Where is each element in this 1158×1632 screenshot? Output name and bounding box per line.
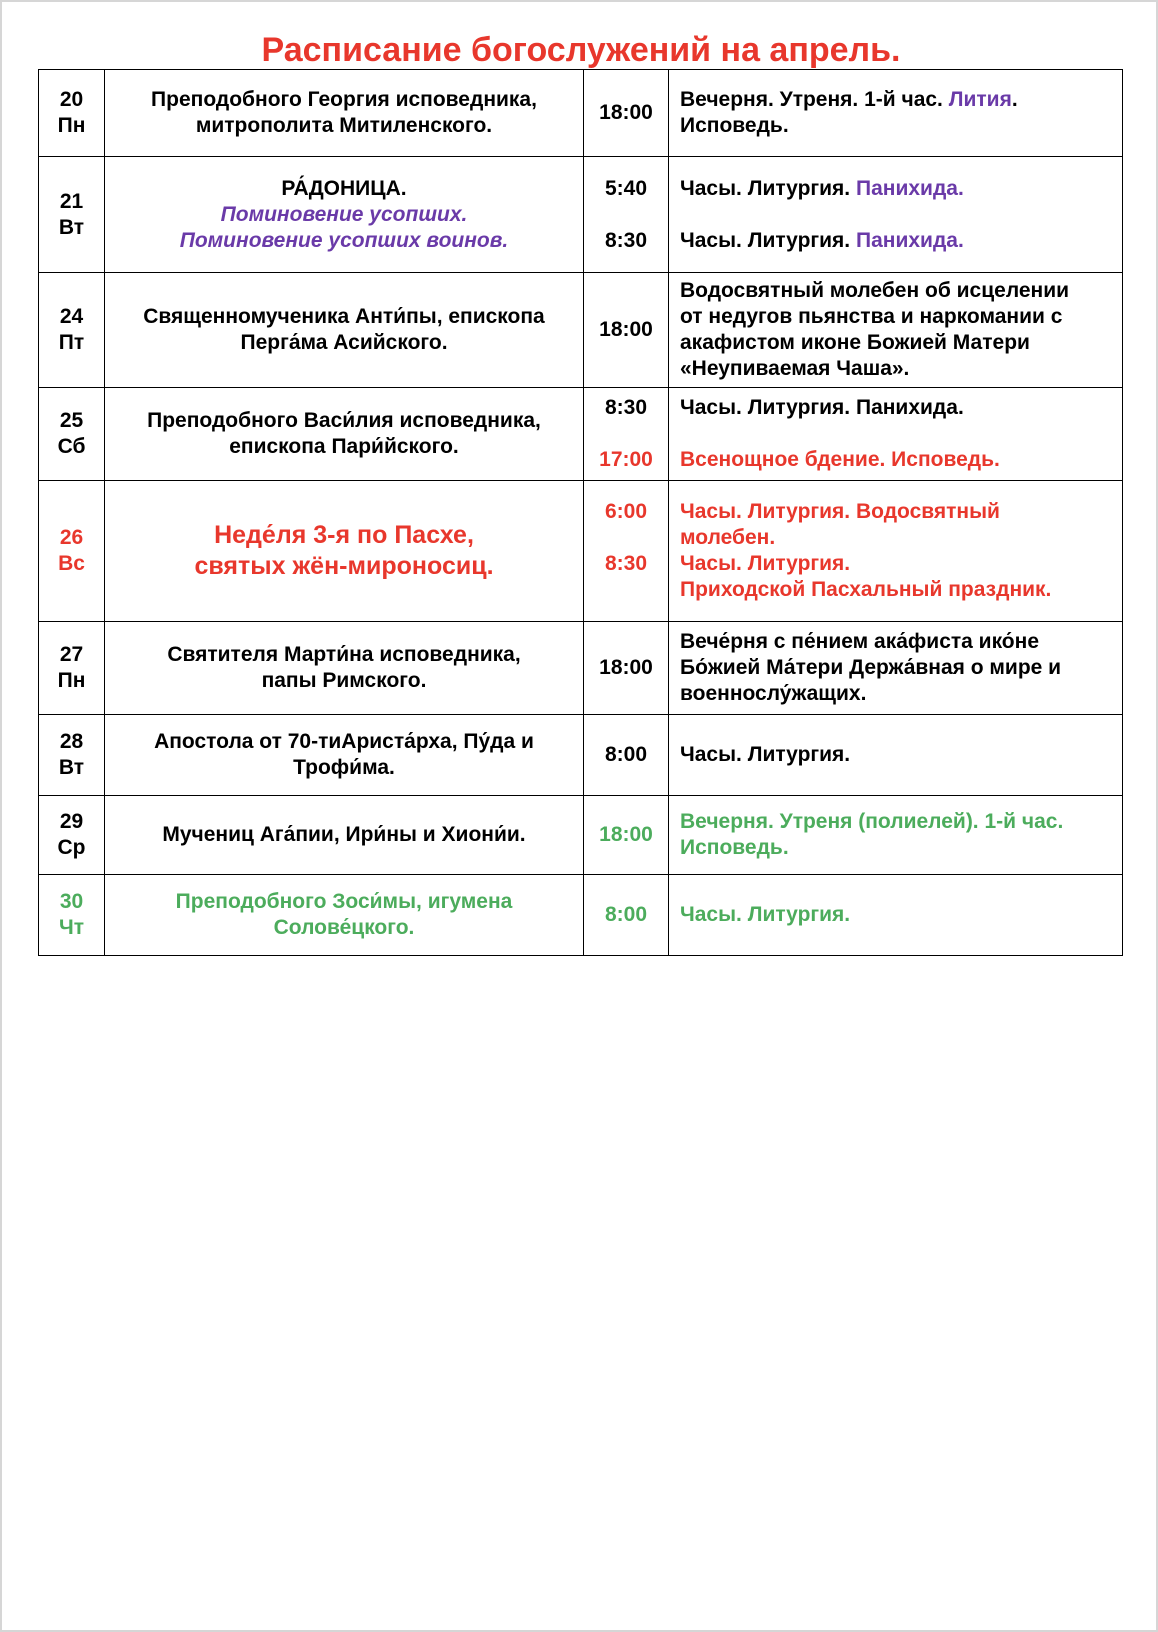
saint-cell xyxy=(105,70,584,157)
service-panikhida: Панихида. xyxy=(855,228,964,252)
service-cell xyxy=(669,70,1123,157)
day-number: 21 xyxy=(59,189,84,213)
saint-title: РА́ДОНИЦА. xyxy=(281,176,407,200)
service-line: Часы. Литургия. Панихида. xyxy=(680,396,964,419)
schedule-table xyxy=(38,69,1123,956)
saint-line: святых жён-мироносиц. xyxy=(194,552,494,580)
table-row xyxy=(39,157,1123,273)
saint-cell xyxy=(105,622,584,715)
day-cell xyxy=(39,622,105,715)
saint-line: Мучениц Ага́пии, Ири́ны и Хиони́и. xyxy=(162,823,526,846)
day-number: 29 xyxy=(59,810,84,833)
saint-line: Преподобного Георгия исповедника, xyxy=(151,88,537,111)
time-cell: 18:00 xyxy=(584,70,669,157)
weekday: Пн xyxy=(57,114,86,137)
service-lity: Лития xyxy=(948,88,1012,111)
time-cell: 8:00 xyxy=(584,875,669,956)
page-title: Расписание богослужений на апрель. xyxy=(261,31,901,69)
day-cell xyxy=(39,157,105,273)
service-line: Всенощное бдение. Исповедь. xyxy=(680,448,1000,471)
service-cell xyxy=(669,796,1123,875)
saint-line: Трофи́ма. xyxy=(293,756,395,779)
service-line: Водосвятный молебен об исцелении xyxy=(680,279,1070,302)
saint-cell xyxy=(105,481,584,622)
table-row xyxy=(39,875,1123,956)
service-line: Часы. Литургия. xyxy=(680,552,851,575)
service-line: Часы. Литургия. Водосвятный xyxy=(680,500,1000,523)
time-cell xyxy=(584,157,669,273)
weekday: Сб xyxy=(57,435,86,458)
day-cell xyxy=(39,796,105,875)
time-cell: 8:00 xyxy=(584,715,669,796)
service-line: молебен. xyxy=(680,526,776,549)
service-line xyxy=(680,228,1114,254)
saint-line: Поминовение усопших воинов. xyxy=(179,228,509,252)
service-line: «Неупиваемая Чаша». xyxy=(680,357,910,380)
day-number: 30 xyxy=(59,890,84,913)
service-text: Часы. Литургия. xyxy=(680,228,856,252)
day-cell xyxy=(39,875,105,956)
service-cell xyxy=(669,273,1123,388)
time-cell xyxy=(584,388,669,481)
spacer xyxy=(680,202,1114,228)
time: 8:30 xyxy=(604,228,648,252)
day-number: 28 xyxy=(59,730,84,753)
service-panikhida: Панихида. xyxy=(855,176,964,200)
service-line: военнослу́жащих. xyxy=(680,682,867,705)
day-cell xyxy=(39,70,105,157)
time: 5:40 xyxy=(604,176,648,200)
service-text: Вечерня. Утреня. 1-й час. xyxy=(680,88,949,111)
time-cell: 18:00 xyxy=(584,622,669,715)
day-cell xyxy=(39,388,105,481)
service-cell xyxy=(669,481,1123,622)
time: 8:30 xyxy=(604,396,648,419)
saint-line: Святителя Марти́на исповедника, xyxy=(167,643,521,666)
day-cell xyxy=(39,481,105,622)
time: 8:30 xyxy=(604,552,648,575)
time-cell xyxy=(584,481,669,622)
table-row xyxy=(39,273,1123,388)
weekday: Вт xyxy=(58,756,85,779)
service-line: акафистом иконе Божией Матери xyxy=(680,331,1030,354)
time-cell: 18:00 xyxy=(584,273,669,388)
service-text: . xyxy=(1011,88,1018,111)
weekday: Пн xyxy=(57,669,86,692)
service-line: Исповедь. xyxy=(680,114,789,137)
saint-line: Преподобного Зоси́мы, игумена xyxy=(175,890,513,913)
weekday: Пт xyxy=(58,331,85,354)
saint-cell xyxy=(105,715,584,796)
saint-line: Неде́ля 3-я по Пасхе, xyxy=(214,521,474,549)
service-line: Вече́рня с пе́нием aка́фиста ико́не xyxy=(680,630,1039,653)
time: 6:00 xyxy=(604,500,648,523)
weekday: Вт xyxy=(58,215,85,239)
service-cell xyxy=(669,622,1123,715)
day-number: 20 xyxy=(59,88,84,111)
saint-line: Поминовение усопших. xyxy=(220,202,468,226)
time-cell: 18:00 xyxy=(584,796,669,875)
service-line: Вечерня. Утреня (полиелей). 1-й час. xyxy=(680,810,1064,833)
table-row xyxy=(39,70,1123,157)
time: 17:00 xyxy=(599,448,653,471)
saint-cell xyxy=(105,157,584,273)
weekday: Ср xyxy=(57,836,86,859)
table-row xyxy=(39,388,1123,481)
spacer xyxy=(584,525,668,551)
spacer xyxy=(584,202,668,228)
saint-cell xyxy=(105,273,584,388)
service-cell: Часы. Литургия. xyxy=(669,715,1123,796)
spacer xyxy=(584,421,668,447)
day-number: 24 xyxy=(59,305,84,328)
saint-cell xyxy=(105,388,584,481)
day-cell xyxy=(39,715,105,796)
saint-line: Преподобного Васи́лия исповедника, xyxy=(147,409,541,432)
weekday: Чт xyxy=(58,916,85,939)
saint-cell xyxy=(105,796,584,875)
service-line: Бо́жией Ма́тери Держа́вная о мире и xyxy=(680,656,1062,679)
service-line xyxy=(680,176,1114,202)
day-number: 26 xyxy=(59,526,84,549)
saint-line: Перга́ма Асийского. xyxy=(240,331,448,354)
service-line xyxy=(680,87,1114,113)
saint-line: Апостола от 70-тиАриста́рха, Пу́да и xyxy=(154,730,534,753)
weekday: Вс xyxy=(58,552,85,575)
service-line: Исповедь. xyxy=(680,836,789,859)
day-number: 27 xyxy=(59,643,84,666)
day-cell xyxy=(39,273,105,388)
saint-line: епископа Пари́йского. xyxy=(229,435,459,458)
saint-cell xyxy=(105,875,584,956)
saint-line: митрополита Митиленского. xyxy=(195,114,493,137)
saint-line: Солове́цкого. xyxy=(273,916,415,939)
table-row xyxy=(39,715,1123,796)
service-cell xyxy=(669,157,1123,273)
service-line: от недугов пьянства и наркомании с xyxy=(680,305,1063,328)
service-cell: Часы. Литургия. xyxy=(669,875,1123,956)
table-row xyxy=(39,622,1123,715)
service-cell xyxy=(669,388,1123,481)
saint-line: папы Римского. xyxy=(261,669,427,692)
saint-line: Священномученика Анти́пы, епископа xyxy=(143,305,545,328)
table-row xyxy=(39,796,1123,875)
spacer xyxy=(680,421,1114,447)
service-text: Часы. Литургия. xyxy=(680,176,856,200)
spacer xyxy=(584,577,668,603)
table-row xyxy=(39,481,1123,622)
service-line: Приходской Пасхальный праздник. xyxy=(680,578,1052,601)
day-number: 25 xyxy=(59,409,84,432)
